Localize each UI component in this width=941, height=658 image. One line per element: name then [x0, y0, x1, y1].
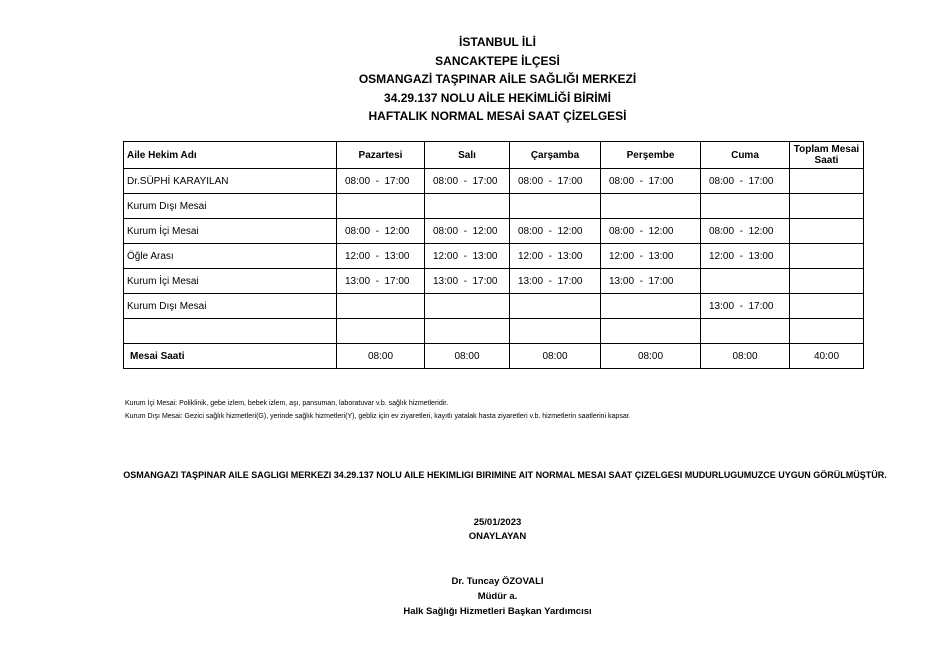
row-label: Kurum Dışı Mesai — [124, 194, 337, 219]
footnote-external: Kurum Dışı Mesai: Gezici sağlık hizmetleri(G), yerinde sağlık hizmetleri(Y), gebliz için ev ziyaretleri, kayıtlı yatalak hasta ziyaretleri v.b. hizmetlerin saatlerini kapsar. — [125, 413, 631, 420]
signatory-name: Dr. Tuncay ÖZOVALI — [451, 576, 544, 587]
schedule-cell — [790, 194, 864, 219]
approval-date-block — [0, 516, 941, 544]
schedule-cell: 12:00 - 13:00 — [425, 244, 510, 269]
schedule-cell: 08:00 - 17:00 — [701, 169, 790, 194]
total-row — [124, 344, 864, 369]
schedule-cell — [701, 319, 790, 344]
schedule-cell — [701, 194, 790, 219]
schedule-cell: 08:00 - 17:00 — [601, 169, 701, 194]
schedule-cell: 13:00 - 17:00 — [337, 269, 425, 294]
schedule-cell — [337, 319, 425, 344]
schedule-cell: 08:00 - 12:00 — [425, 219, 510, 244]
total-cell: 08:00 — [701, 344, 790, 369]
column-header: Perşembe — [601, 142, 701, 169]
schedule-cell: 08:00 - 12:00 — [337, 219, 425, 244]
schedule-cell — [425, 319, 510, 344]
schedule-cell: 13:00 - 17:00 — [425, 269, 510, 294]
row-label — [124, 319, 337, 344]
schedule-cell — [425, 194, 510, 219]
schedule-table — [123, 141, 864, 369]
header-title: HAFTALIK NORMAL MESAİ SAAT ÇİZELGESİ — [368, 109, 627, 123]
row-label: Öğle Arası — [124, 244, 337, 269]
column-header: Çarşamba — [510, 142, 601, 169]
schedule-cell: 12:00 - 13:00 — [601, 244, 701, 269]
approval-date: 25/01/2023 — [473, 517, 522, 528]
total-cell: 08:00 — [337, 344, 425, 369]
header-health-center: OSMANGAZİ TAŞPINAR AİLE SAĞLIĞI MERKEZİ — [358, 72, 637, 86]
table-row — [124, 169, 864, 194]
table-row — [124, 219, 864, 244]
row-label: Kurum İçi Mesai — [124, 269, 337, 294]
table-row — [124, 244, 864, 269]
column-header: Pazartesi — [337, 142, 425, 169]
schedule-cell: 08:00 - 17:00 — [510, 169, 601, 194]
header-district: SANCAKTEPE İLÇESİ — [435, 53, 560, 68]
schedule-cell: 13:00 - 17:00 — [510, 269, 601, 294]
schedule-cell: 12:00 - 13:00 — [701, 244, 790, 269]
schedule-cell: 12:00 - 13:00 — [510, 244, 601, 269]
schedule-cell: 08:00 - 17:00 — [337, 169, 425, 194]
table-header-row — [124, 142, 864, 169]
total-cell: 08:00 — [601, 344, 701, 369]
grand-total-cell: 40:00 — [790, 344, 864, 369]
row-label: Kurum İçi Mesai — [124, 219, 337, 244]
document-header — [0, 33, 941, 126]
column-header: Salı — [425, 142, 510, 169]
schedule-cell — [601, 319, 701, 344]
signatory-role: Müdür a. — [477, 591, 518, 602]
header-unit: 34.29.137 NOLU AİLE HEKİMLİĞİ BİRİMİ — [384, 90, 611, 105]
schedule-cell — [790, 294, 864, 319]
row-label: Dr.SÜPHİ KARAYILAN — [124, 169, 337, 194]
row-label: Kurum Dışı Mesai — [124, 294, 337, 319]
schedule-cell: 08:00 - 17:00 — [425, 169, 510, 194]
schedule-cell — [510, 319, 601, 344]
total-label: Mesai Saati — [124, 344, 337, 369]
schedule-cell — [601, 194, 701, 219]
schedule-cell — [790, 219, 864, 244]
schedule-cell: 08:00 - 12:00 — [510, 219, 601, 244]
schedule-cell — [510, 294, 601, 319]
total-cell: 08:00 — [510, 344, 601, 369]
column-header: Aile Hekim Adı — [124, 142, 337, 169]
schedule-cell: 13:00 - 17:00 — [701, 294, 790, 319]
schedule-cell: 12:00 - 13:00 — [337, 244, 425, 269]
table-row — [124, 319, 864, 344]
column-header: Toplam Mesai Saati — [790, 142, 864, 169]
schedule-cell: 08:00 - 12:00 — [601, 219, 701, 244]
total-cell: 08:00 — [425, 344, 510, 369]
footnotes — [125, 397, 631, 423]
schedule-cell: 13:00 - 17:00 — [601, 269, 701, 294]
column-header: Cuma — [701, 142, 790, 169]
schedule-cell — [701, 269, 790, 294]
signatory-block — [0, 574, 941, 619]
approver-label: ONAYLAYAN — [468, 531, 527, 542]
table-body — [124, 169, 864, 344]
signatory-title: Halk Sağlığı Hizmetleri Başkan Yardımcısı — [403, 606, 592, 617]
table-row — [124, 294, 864, 319]
header-province: İSTANBUL İLİ — [459, 35, 536, 49]
schedule-cell — [790, 319, 864, 344]
schedule-cell — [510, 194, 601, 219]
schedule-cell — [790, 269, 864, 294]
schedule-cell — [790, 244, 864, 269]
table-row — [124, 269, 864, 294]
schedule-cell — [601, 294, 701, 319]
table-row — [124, 194, 864, 219]
schedule-cell: 08:00 - 12:00 — [701, 219, 790, 244]
schedule-cell — [337, 194, 425, 219]
approval-statement: OSMANGAZI TAŞPINAR AILE SAGLIGI MERKEZI 34.29.137 NOLU AILE HEKIMLIGI BIRIMINE AIT NORMAL MESAI SAAT ÇIZELGESI MUDURLUGUMUZCE UYGUN GÖRÜLMÜŞTÜR. — [123, 470, 887, 480]
schedule-cell — [790, 169, 864, 194]
footnote-internal: Kurum İçi Mesai: Poliklinik, gebe izlem, bebek izlem, aşı, pansuman, laboratuvar v.b. sağlık hizmetleridir. — [125, 400, 449, 407]
schedule-cell — [425, 294, 510, 319]
schedule-cell — [337, 294, 425, 319]
